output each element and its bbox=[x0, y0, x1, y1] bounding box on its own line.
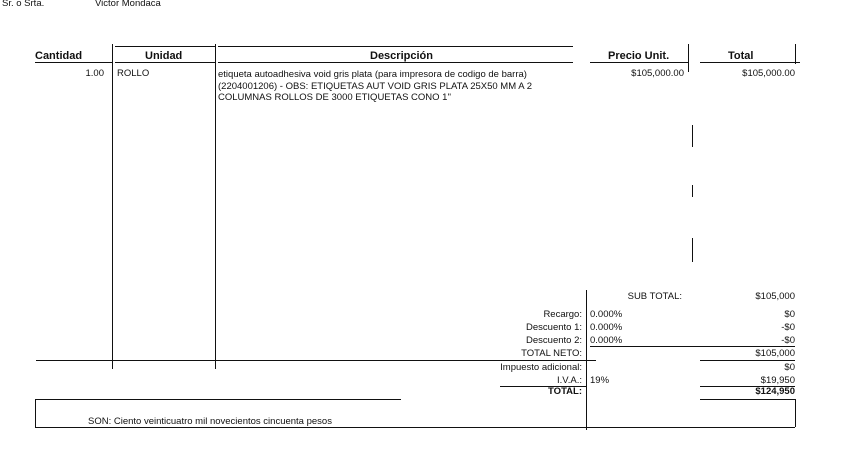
total-value: $124,950 bbox=[755, 386, 795, 397]
item-descripcion: etiqueta autoadhesiva void gris plata (para impresora de codigo de barra) (2204001206) - OBS: ETIQUETAS AUT VOID GRIS PLATA 25X50 MM A 2 COLUMNAS ROLLOS DE 3000 ETIQUETAS CONO 1'' bbox=[218, 69, 532, 103]
header-precio-unit: Precio Unit. bbox=[608, 50, 670, 62]
neto-line bbox=[36, 360, 596, 361]
neto-line-right bbox=[700, 360, 795, 361]
column-tick-c bbox=[692, 238, 693, 262]
son-box-left bbox=[35, 399, 36, 427]
iva-label: I.V.A.: bbox=[557, 375, 582, 386]
header-topline-descripcion bbox=[218, 46, 573, 47]
column-divider-4 bbox=[795, 44, 796, 64]
son-box-bottom bbox=[35, 427, 795, 428]
header-underline-cantidad bbox=[35, 62, 112, 63]
recargo-label: Recargo: bbox=[543, 309, 582, 320]
descuento2-pct: 0.000% bbox=[590, 335, 623, 346]
descuento1-pct: 0.000% bbox=[590, 322, 623, 333]
column-tick-a bbox=[692, 125, 693, 147]
son-text: SON: Ciento veinticuatro mil novecientos cincuenta pesos bbox=[88, 416, 332, 427]
son-top-line bbox=[36, 399, 401, 400]
header-total: Total bbox=[728, 50, 754, 62]
header-underline-descripcion bbox=[218, 62, 573, 63]
impuesto-label: Impuesto adicional: bbox=[500, 362, 582, 373]
iva-value: $19,950 bbox=[760, 375, 795, 386]
subtotal-label: SUB TOTAL: bbox=[627, 291, 682, 302]
item-cantidad: 1.00 bbox=[85, 68, 104, 79]
header-underline-unidad bbox=[115, 62, 215, 63]
total-neto-label: TOTAL NETO: bbox=[521, 348, 582, 359]
header-cantidad: Cantidad bbox=[35, 50, 83, 62]
descuento2-value: -$0 bbox=[781, 335, 795, 346]
descuento1-value: -$0 bbox=[781, 322, 795, 333]
total-neto-value: $105,000 bbox=[755, 348, 795, 359]
column-divider-2 bbox=[215, 44, 216, 369]
header-descripcion: Descripción bbox=[370, 50, 433, 62]
header-underline-precio bbox=[590, 62, 688, 63]
header-underline-total bbox=[700, 62, 800, 63]
iva-pct: 19% bbox=[590, 375, 610, 386]
son-box-right bbox=[795, 399, 796, 427]
impuesto-value: $0 bbox=[784, 362, 795, 373]
total-underline bbox=[700, 399, 795, 400]
item-precio-unit: $105,000.00 bbox=[631, 68, 684, 79]
descuento2-label: Descuento 2: bbox=[526, 335, 582, 346]
descuento1-label: Descuento 1: bbox=[526, 322, 582, 333]
client-name: Victor Mondaca bbox=[95, 0, 161, 9]
recargo-pct: 0.000% bbox=[590, 309, 623, 320]
column-divider-3 bbox=[688, 44, 689, 72]
item-unidad: ROLLO bbox=[117, 68, 150, 79]
subtotal-value: $105,000 bbox=[755, 291, 795, 302]
header-unidad: Unidad bbox=[145, 50, 183, 62]
column-tick-b bbox=[692, 185, 693, 197]
header-topline-unidad bbox=[115, 46, 215, 47]
item-total: $105,000.00 bbox=[742, 68, 795, 79]
descuento-underline bbox=[590, 346, 795, 347]
client-label: Sr. o Srta. bbox=[2, 0, 45, 9]
recargo-value: $0 bbox=[784, 309, 795, 320]
column-divider-1 bbox=[112, 44, 113, 369]
total-label: TOTAL: bbox=[548, 386, 582, 397]
